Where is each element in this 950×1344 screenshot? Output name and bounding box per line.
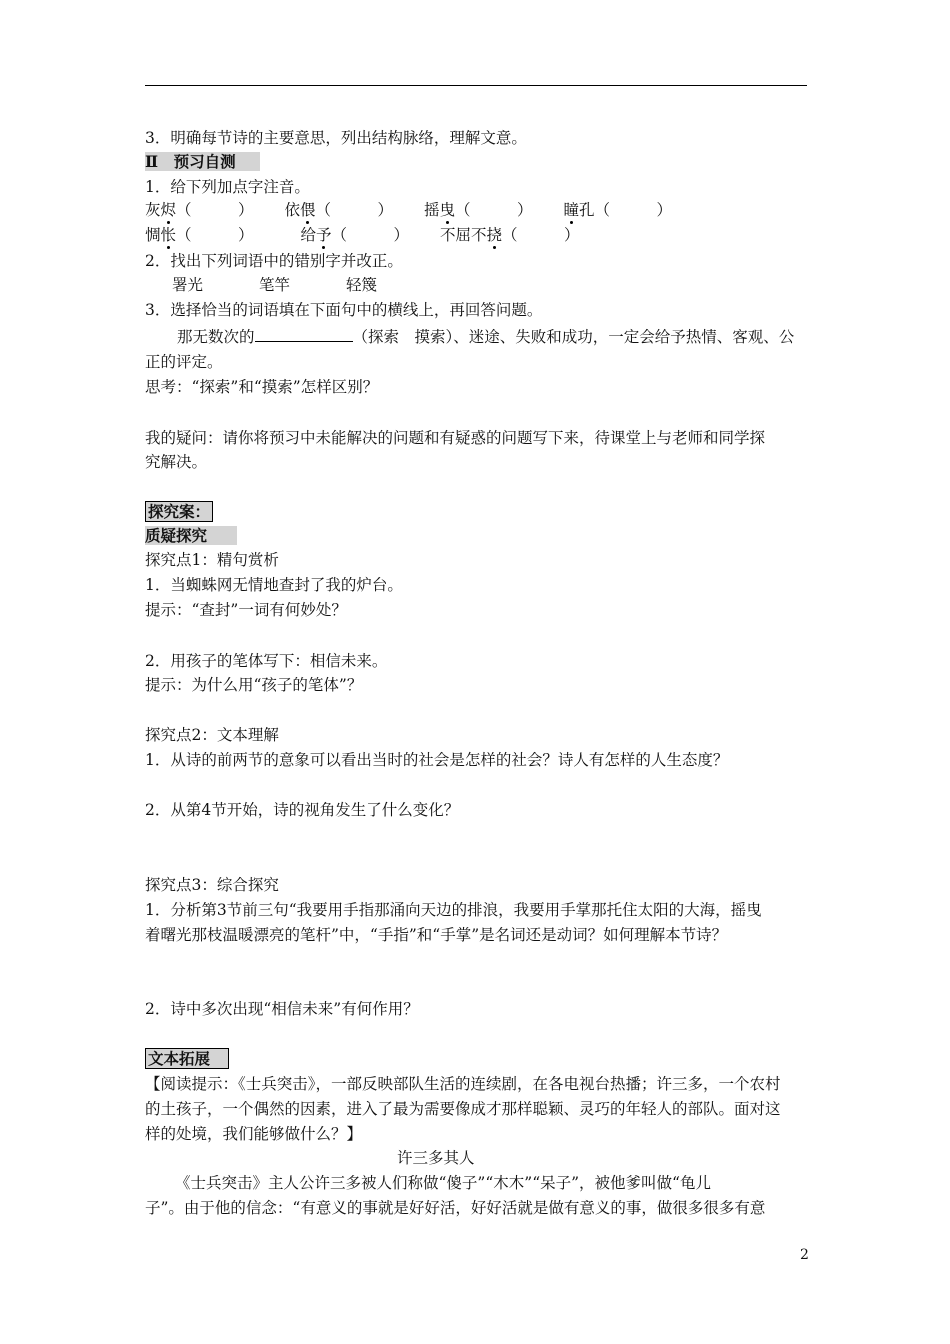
point-1-hint-2: 提示：为什么用“孩子的笔体”？ [145,676,363,694]
point-3-question-2: 2．诗中多次出现“相信未来”有何作用？ [145,1000,419,1018]
point-3-title: 探究点3：综合探究 [145,876,279,894]
pinyin-row-1: 灰烬（ ） 依偎（ ） 摇曳（ ） 瞳孔（ ） [145,201,672,219]
my-doubt: 我的疑问：请你将预习中未能解决的问题和有疑惑的问题写下来，待课堂上与老师和同学探 [145,429,766,447]
section-heading-text-extension: 文本拓展 [145,1049,229,1069]
fill-in-sentence-continued: 正的评定。 [145,353,223,371]
question-2: 2．找出下列词语中的错别字并改正。 [145,252,403,270]
header-rule [145,85,807,86]
point-2-question-2: 2．从第4节开始，诗的视角发生了什么变化？ [145,801,460,819]
point-1-question-2: 2．用孩子的笔体写下：相信未来。 [145,652,388,670]
point-1-question-1: 1．当蜘蛛网无情地查封了我的炉台。 [145,576,403,594]
point-1-title: 探究点1：精句赏析 [145,551,279,569]
question-1: 1．给下列加点字注音。 [145,178,310,196]
task-3: 3．明确每节诗的主要意思，列出结构脉络，理解文意。 [145,129,527,147]
pinyin-row-2: 惆怅（ ） 给予（ ） 不屈不挠（ ） [145,226,580,244]
point-3-question-1-continued: 着曙光那枝温暖漂亮的笔杆”中，“手指”和“手掌”是名词还是动词？如何理解本节诗？ [145,926,728,944]
reading-tip-line-2: 的土孩子，一个偶然的因素，进入了最为需要像成才那样聪颖、灵巧的年轻人的部队。面对这 [145,1100,781,1118]
typo-words: 署光 笔竿 轻篾 [172,276,378,294]
think-question: 思考：“探索”和“摸索”怎样区别？ [145,378,379,396]
point-3-question-1: 1．分析第3节前三句“我要用手指那涌向天边的排浪，我要用手掌那托住太阳的大海，摇曳 [145,901,762,919]
article-paragraph: 《士兵突击》主人公许三多被人们称做“傻子”“木木”“呆子”，被他爹叫做“龟儿 [175,1174,711,1192]
point-2-title: 探究点2：文本理解 [145,726,279,744]
reading-tip: 【阅读提示：《士兵突击》，一部反映部队生活的连续剧，在各电视台热播；许三多，一个农村 [145,1075,781,1093]
reading-tip-line-3: 样的处境，我们能够做什么？】 [145,1125,363,1143]
section-heading-preview-test: Ⅱ 预习自测 [145,152,260,172]
article-title: 许三多其人 [397,1149,475,1167]
question-3: 3．选择恰当的词语填在下面句中的横线上，再回答问题。 [145,301,543,319]
my-doubt-continued: 究解决。 [145,453,208,471]
page-number: 2 [800,1247,809,1263]
article-paragraph-continued: 子”。由于他的信念：“有意义的事就是好好活，好好活就是做有意义的事，做很多很多有意 [145,1199,766,1217]
point-2-question-1: 1．从诗的前两节的意象可以看出当时的社会是怎样的社会？诗人有怎样的人生态度？ [145,751,729,769]
answer-blank[interactable] [255,327,353,342]
subheading-question-inquiry: 质疑探究 [145,526,237,546]
section-heading-inquiry: 探究案： [145,502,213,522]
fill-in-sentence: 那无数次的 （探索 摸索）、迷途、失败和成功，一定会给予热情、客观、公 [177,328,795,346]
point-1-hint-1: 提示：“查封”一词有何妙处？ [145,601,347,619]
